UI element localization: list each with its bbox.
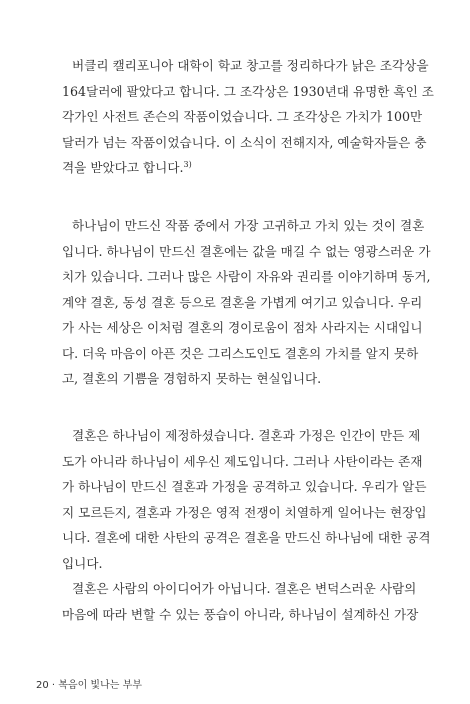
paragraph-2 (62, 213, 431, 392)
page-footer: 20 · 복음이 빛나는 부부 (36, 680, 142, 691)
text-line: 버클리 캘리포니아 대학이 학교 창고를 정리하다가 낡은 조각상을 (72, 58, 429, 73)
text-line: 각가인 사전트 존슨의 작품이었습니다. 그 조각상은 가치가 100만 (62, 109, 423, 124)
text-line: 치가 있습니다. 그러나 많은 사람이 자유와 권리를 이야기하며 동거, (62, 269, 431, 284)
paragraph-3 (62, 423, 431, 576)
text-line: 니다. 결혼에 대한 사탄의 공격은 결혼을 만드신 하나님에 대한 공격 (62, 530, 431, 545)
text-line: 달러가 넘는 작품이었습니다. 이 소식이 전해지자, 예술학자들은 충 (62, 134, 427, 150)
text-line: 가 사는 세상은 이처럼 결혼의 경이로움이 점차 사라지는 시대입니 (62, 320, 423, 335)
text-line (62, 155, 414, 181)
paragraph-4 (62, 576, 419, 627)
text-line: 가 하나님이 만드신 결혼과 가정을 공격하고 있습니다. 우리가 알든 (62, 479, 427, 494)
text-line: 마음에 따라 변할 수 있는 풍습이 아니라, 하나님이 설계하신 가장 (62, 606, 419, 622)
text-line: 결혼은 사람의 아이디어가 아닙니다. 결혼은 변덕스러운 사람의 (72, 581, 417, 596)
text-line: 입니다. 하나님이 만드신 결혼에는 값을 매길 수 없는 영광스러운 가 (62, 243, 431, 259)
text-line: 고, 결혼의 기쁨을 경험하지 못하는 현실입니다. (62, 371, 322, 386)
text-line: 도가 아니라 하나님이 세우신 제도입니다. 그러나 사탄이라는 존재 (62, 453, 423, 469)
paragraph-1 (62, 53, 434, 181)
text-line: 다. 더욱 마음이 아픈 것은 그리스도인도 결혼의 가치를 알지 못하 (62, 345, 419, 361)
text-line: 164달러에 팔았다고 합니다. 그 조각상은 1930년대 유명한 흑인 조 (62, 83, 434, 99)
text-line-content: 격을 받았다고 합니다. (62, 160, 184, 175)
text-line: 지 모르든지, 결혼과 가정은 영적 전쟁이 치열하게 일어나는 현장입 (62, 504, 427, 520)
footnote-marker: 3) (183, 159, 192, 169)
text-line: 결혼은 하나님이 제정하셨습니다. 결혼과 가정은 인간이 만든 제 (72, 428, 421, 443)
text-line: 계약 결혼, 동성 결혼 등으로 결혼을 가볍게 여기고 있습니다. 우리 (62, 294, 423, 310)
text-line: 하나님이 만드신 작품 중에서 가장 고귀하고 가치 있는 것이 결혼 (72, 218, 425, 233)
text-line: 입니다. (62, 555, 103, 571)
